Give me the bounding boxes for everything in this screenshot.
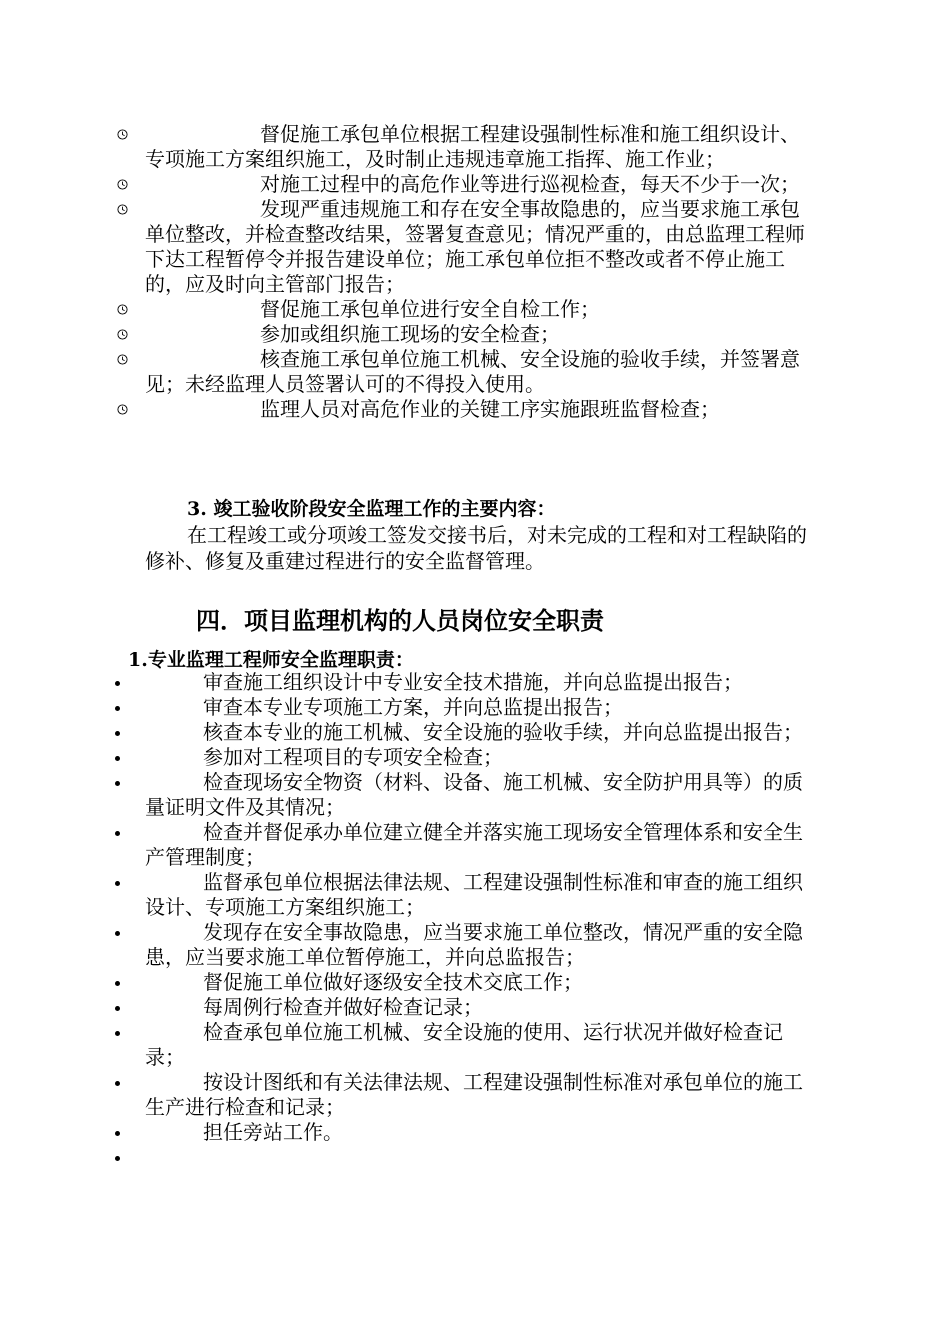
item-text: 核查本专业的施工机械、安全设施的验收手续，并向总监提出报告； bbox=[203, 720, 803, 744]
list-item bbox=[117, 297, 817, 322]
duties-bullet-list bbox=[115, 670, 815, 1170]
list-item bbox=[115, 1120, 815, 1145]
bullet-dot-icon bbox=[115, 1006, 120, 1011]
bullet-dot-icon bbox=[115, 756, 120, 761]
subsection-1-title: 1.专业监理工程师安全监理职责： bbox=[128, 649, 414, 671]
item-text: 监理人员对高危作业的关键工序实施跟班监督检查； bbox=[260, 397, 720, 421]
item-text: 检查承包单位施工机械、安全设施的使用、运行状况并做好检查记录； bbox=[145, 1020, 783, 1069]
item-text: 参加对工程项目的专项安全检查； bbox=[203, 745, 503, 769]
list-item bbox=[115, 970, 815, 995]
list-item bbox=[117, 122, 817, 172]
item-text: 督促施工承包单位根据工程建设强制性标准和施工组织设计、专项施工方案组织施工，及时制止违规违章施工指挥、施工作业； bbox=[145, 122, 800, 171]
list-item bbox=[117, 322, 817, 347]
clock-icon bbox=[117, 404, 128, 415]
bullet-dot-icon bbox=[115, 681, 120, 686]
section-3-body: 在工程竣工或分项竣工签发交接书后，对未完成的工程和对工程缺陷的修补、修复及重建过程进行的安全监督管理。 bbox=[145, 523, 807, 573]
item-text: 核查施工承包单位施工机械、安全设施的验收手续，并签署意见；未经监理人员签署认可的不得投入使用。 bbox=[145, 347, 800, 396]
list-item bbox=[115, 820, 815, 870]
bullet-dot-icon bbox=[115, 831, 120, 836]
list-item bbox=[115, 695, 815, 720]
clock-icon bbox=[117, 354, 128, 365]
clock-bullet-list bbox=[117, 122, 817, 422]
list-item bbox=[115, 1070, 815, 1120]
bullet-dot-icon bbox=[115, 981, 120, 986]
item-text: 监督承包单位根据法律法规、工程建设强制性标准和审查的施工组织设计、专项施工方案组织施工； bbox=[145, 870, 803, 919]
list-item bbox=[117, 197, 817, 297]
bullet-dot-icon bbox=[115, 881, 120, 886]
bullet-dot-icon bbox=[115, 931, 120, 936]
item-text: 督促施工承包单位进行安全自检工作； bbox=[260, 297, 600, 321]
item-text: 发现存在安全事故隐患，应当要求施工单位整改，情况严重的安全隐患，应当要求施工单位暂停施工，并向总监报告； bbox=[145, 920, 803, 969]
item-text: 检查现场安全物资（材料、设备、施工机械、安全防护用具等）的质量证明文件及其情况； bbox=[145, 770, 803, 819]
item-text: 参加或组织施工现场的安全检查； bbox=[260, 322, 560, 346]
bullet-dot-icon bbox=[115, 1081, 120, 1086]
list-item bbox=[115, 870, 815, 920]
item-text: 按设计图纸和有关法律法规、工程建设强制性标准对承包单位的施工生产进行检查和记录； bbox=[145, 1070, 803, 1119]
bullet-dot-icon bbox=[115, 781, 120, 786]
bullet-dot-icon bbox=[115, 706, 120, 711]
list-item bbox=[115, 745, 815, 770]
list-item bbox=[115, 720, 815, 745]
list-item bbox=[115, 995, 815, 1020]
section-3 bbox=[145, 497, 815, 574]
clock-icon bbox=[117, 204, 128, 215]
item-text: 担任旁站工作。 bbox=[203, 1120, 343, 1144]
item-text: 督促施工单位做好逐级安全技术交底工作； bbox=[203, 970, 583, 994]
list-item bbox=[115, 1020, 815, 1070]
item-text: 检查并督促承办单位建立健全并落实施工现场安全管理体系和安全生产管理制度； bbox=[145, 820, 803, 869]
list-item bbox=[115, 670, 815, 695]
list-item bbox=[115, 920, 815, 970]
item-text: 发现严重违规施工和存在安全事故隐患的，应当要求施工承包单位整改，并检查整改结果，签署复查意见；情况严重的，由总监理工程师下达工程暂停令并报告建设单位；施工承包单位拒不整改或者不停止施工的，应及时向主管部门报告； bbox=[145, 197, 805, 296]
bullet-dot-icon bbox=[115, 1031, 120, 1036]
list-item-empty bbox=[115, 1145, 815, 1170]
clock-icon bbox=[117, 329, 128, 340]
section-4-title: 四．项目监理机构的人员岗位安全职责 bbox=[196, 606, 604, 635]
list-item bbox=[117, 347, 817, 397]
item-text: 每周例行检查并做好检查记录； bbox=[203, 995, 483, 1019]
section-3-title: 3. 竣工验收阶段安全监理工作的主要内容： bbox=[187, 498, 556, 520]
list-item bbox=[117, 172, 817, 197]
bullet-dot-icon bbox=[115, 1156, 120, 1161]
bullet-dot-icon bbox=[115, 731, 120, 736]
bullet-dot-icon bbox=[115, 1131, 120, 1136]
clock-icon bbox=[117, 304, 128, 315]
item-text: 审查施工组织设计中专业安全技术措施，并向总监提出报告； bbox=[203, 670, 743, 694]
clock-icon bbox=[117, 179, 128, 190]
item-text: 审查本专业专项施工方案，并向总监提出报告； bbox=[203, 695, 623, 719]
item-text: 对施工过程中的高危作业等进行巡视检查，每天不少于一次； bbox=[260, 172, 800, 196]
list-item bbox=[117, 397, 817, 422]
list-item bbox=[115, 770, 815, 820]
clock-icon bbox=[117, 129, 128, 140]
